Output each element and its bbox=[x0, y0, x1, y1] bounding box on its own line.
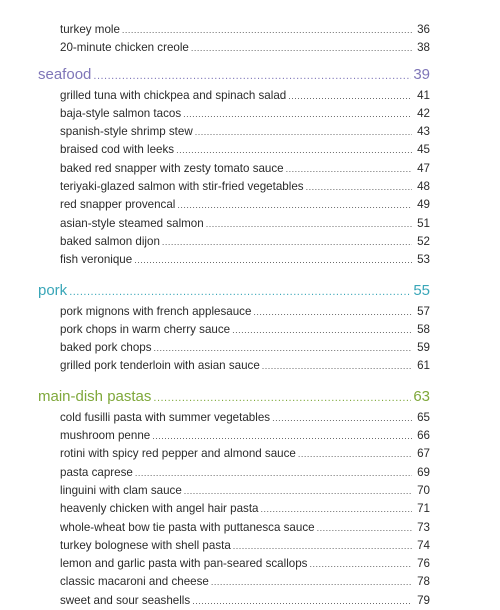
toc-entry[interactable] bbox=[38, 123, 430, 141]
toc-entry[interactable] bbox=[38, 141, 430, 159]
entry-page: 42 bbox=[417, 106, 430, 120]
toc-entry[interactable] bbox=[38, 427, 430, 445]
entry-page: 76 bbox=[417, 557, 430, 571]
dot-leader bbox=[317, 519, 412, 537]
section-title: main-dish pastas bbox=[38, 387, 152, 405]
toc-entry[interactable] bbox=[38, 592, 430, 610]
toc-entry[interactable] bbox=[38, 357, 430, 375]
dot-leader bbox=[183, 105, 412, 123]
dot-leader bbox=[195, 123, 412, 141]
section-heading-main-dish-pastas[interactable] bbox=[38, 386, 430, 409]
entry-page: 52 bbox=[417, 234, 430, 248]
toc-entry[interactable] bbox=[38, 445, 430, 463]
dot-leader bbox=[154, 339, 412, 357]
entry-title: pork mignons with french applesauce bbox=[60, 304, 252, 318]
dot-leader bbox=[232, 321, 412, 339]
entry-title: braised cod with leeks bbox=[60, 143, 175, 157]
dot-leader bbox=[69, 281, 411, 303]
toc-entry[interactable] bbox=[38, 500, 430, 518]
toc-entry[interactable] bbox=[38, 519, 430, 537]
toc-entry[interactable] bbox=[38, 321, 430, 339]
entry-title: baked salmon dijon bbox=[60, 234, 160, 248]
toc-entry[interactable] bbox=[38, 105, 430, 123]
entry-title: 20-minute chicken creole bbox=[60, 41, 189, 55]
dot-leader bbox=[152, 427, 412, 445]
dot-leader bbox=[134, 251, 412, 269]
entry-title: teriyaki-glazed salmon with stir-fried vegetables bbox=[60, 180, 304, 194]
entry-page: 61 bbox=[417, 359, 430, 373]
entry-title: lemon and garlic pasta with pan-seared scallops bbox=[60, 557, 308, 571]
dot-leader bbox=[176, 141, 412, 159]
toc-entry[interactable] bbox=[38, 464, 430, 482]
dot-leader bbox=[306, 178, 412, 196]
section-page: 39 bbox=[413, 65, 430, 83]
entry-title: baja-style salmon tacos bbox=[60, 106, 182, 120]
entry-page: 49 bbox=[417, 198, 430, 212]
entry-page: 53 bbox=[417, 253, 430, 267]
entry-page: 74 bbox=[417, 538, 430, 552]
dot-leader bbox=[184, 482, 412, 500]
dot-leader bbox=[93, 65, 411, 87]
toc-entry[interactable] bbox=[38, 409, 430, 427]
dot-leader bbox=[206, 215, 412, 233]
entry-page: 51 bbox=[417, 216, 430, 230]
toc-entry[interactable] bbox=[38, 233, 430, 251]
entry-page: 45 bbox=[417, 143, 430, 157]
dot-leader bbox=[177, 196, 412, 214]
entry-title: heavenly chicken with angel hair pasta bbox=[60, 502, 259, 516]
entry-title: baked pork chops bbox=[60, 341, 152, 355]
dot-leader bbox=[309, 555, 412, 573]
entry-page: 66 bbox=[417, 429, 430, 443]
entry-page: 47 bbox=[417, 161, 430, 175]
toc-entry[interactable] bbox=[38, 339, 430, 357]
dot-leader bbox=[298, 445, 412, 463]
toc-entry[interactable] bbox=[38, 87, 430, 105]
entry-title: turkey bolognese with shell pasta bbox=[60, 538, 231, 552]
entry-title: red snapper provencal bbox=[60, 198, 176, 212]
section-title: pork bbox=[38, 281, 68, 299]
section-page: 55 bbox=[413, 281, 430, 299]
dot-leader bbox=[191, 39, 412, 57]
toc-entry[interactable] bbox=[38, 178, 430, 196]
entry-title: classic macaroni and cheese bbox=[60, 575, 209, 589]
entry-page: 70 bbox=[417, 483, 430, 497]
toc-entry[interactable] bbox=[38, 215, 430, 233]
toc-entry[interactable] bbox=[38, 555, 430, 573]
entry-title: spanish-style shrimp stew bbox=[60, 125, 193, 139]
entry-title: whole-wheat bow tie pasta with puttanesca sauce bbox=[60, 520, 315, 534]
dot-leader bbox=[262, 357, 412, 375]
entry-page: 58 bbox=[417, 322, 430, 336]
entry-title: fish veronique bbox=[60, 253, 133, 267]
dot-leader bbox=[135, 464, 412, 482]
toc-entry[interactable] bbox=[38, 39, 430, 57]
entry-page: 78 bbox=[417, 575, 430, 589]
entry-title: grilled tuna with chickpea and spinach salad bbox=[60, 88, 287, 102]
section-heading-pork[interactable] bbox=[38, 280, 430, 303]
entry-title: asian-style steamed salmon bbox=[60, 216, 204, 230]
entry-title: baked red snapper with zesty tomato sauce bbox=[60, 161, 284, 175]
dot-leader bbox=[253, 303, 412, 321]
entry-page: 69 bbox=[417, 465, 430, 479]
entry-title: sweet and sour seashells bbox=[60, 593, 191, 607]
entry-page: 41 bbox=[417, 88, 430, 102]
toc-entry[interactable] bbox=[38, 482, 430, 500]
toc-entry[interactable] bbox=[38, 251, 430, 269]
entry-page: 48 bbox=[417, 180, 430, 194]
entry-page: 65 bbox=[417, 410, 430, 424]
section-page: 63 bbox=[413, 387, 430, 405]
dot-leader bbox=[288, 87, 412, 105]
toc-entry[interactable] bbox=[38, 21, 430, 39]
entry-page: 43 bbox=[417, 125, 430, 139]
dot-leader bbox=[272, 409, 412, 427]
toc-entry[interactable] bbox=[38, 303, 430, 321]
dot-leader bbox=[286, 160, 412, 178]
section-heading-seafood[interactable] bbox=[38, 64, 430, 87]
entry-title: pork chops in warm cherry sauce bbox=[60, 322, 231, 336]
entry-page: 79 bbox=[417, 593, 430, 607]
entry-page: 73 bbox=[417, 520, 430, 534]
entry-page: 38 bbox=[417, 41, 430, 55]
dot-leader bbox=[261, 500, 412, 518]
entry-page: 36 bbox=[417, 23, 430, 36]
dot-leader bbox=[192, 592, 412, 610]
dot-leader bbox=[162, 233, 412, 251]
toc-entry[interactable] bbox=[38, 537, 430, 555]
entry-page: 57 bbox=[417, 304, 430, 318]
entry-title: linguini with clam sauce bbox=[60, 483, 182, 497]
dot-leader bbox=[211, 573, 412, 591]
toc-entry[interactable] bbox=[38, 196, 430, 214]
toc-entry[interactable] bbox=[38, 160, 430, 178]
dot-leader bbox=[233, 537, 412, 555]
toc-entry[interactable] bbox=[38, 573, 430, 591]
entry-page: 59 bbox=[417, 341, 430, 355]
section-title: seafood bbox=[38, 65, 92, 83]
dot-leader bbox=[122, 21, 412, 39]
table-of-contents bbox=[38, 21, 430, 610]
entry-title: rotini with spicy red pepper and almond sauce bbox=[60, 447, 296, 461]
entry-title: turkey mole bbox=[60, 23, 120, 36]
entry-page: 71 bbox=[417, 502, 430, 516]
dot-leader bbox=[153, 387, 411, 409]
entry-title: cold fusilli pasta with summer vegetables bbox=[60, 410, 271, 424]
entry-page: 67 bbox=[417, 447, 430, 461]
entry-title: pasta caprese bbox=[60, 465, 133, 479]
entry-title: grilled pork tenderloin with asian sauce bbox=[60, 359, 260, 373]
entry-title: mushroom penne bbox=[60, 429, 151, 443]
